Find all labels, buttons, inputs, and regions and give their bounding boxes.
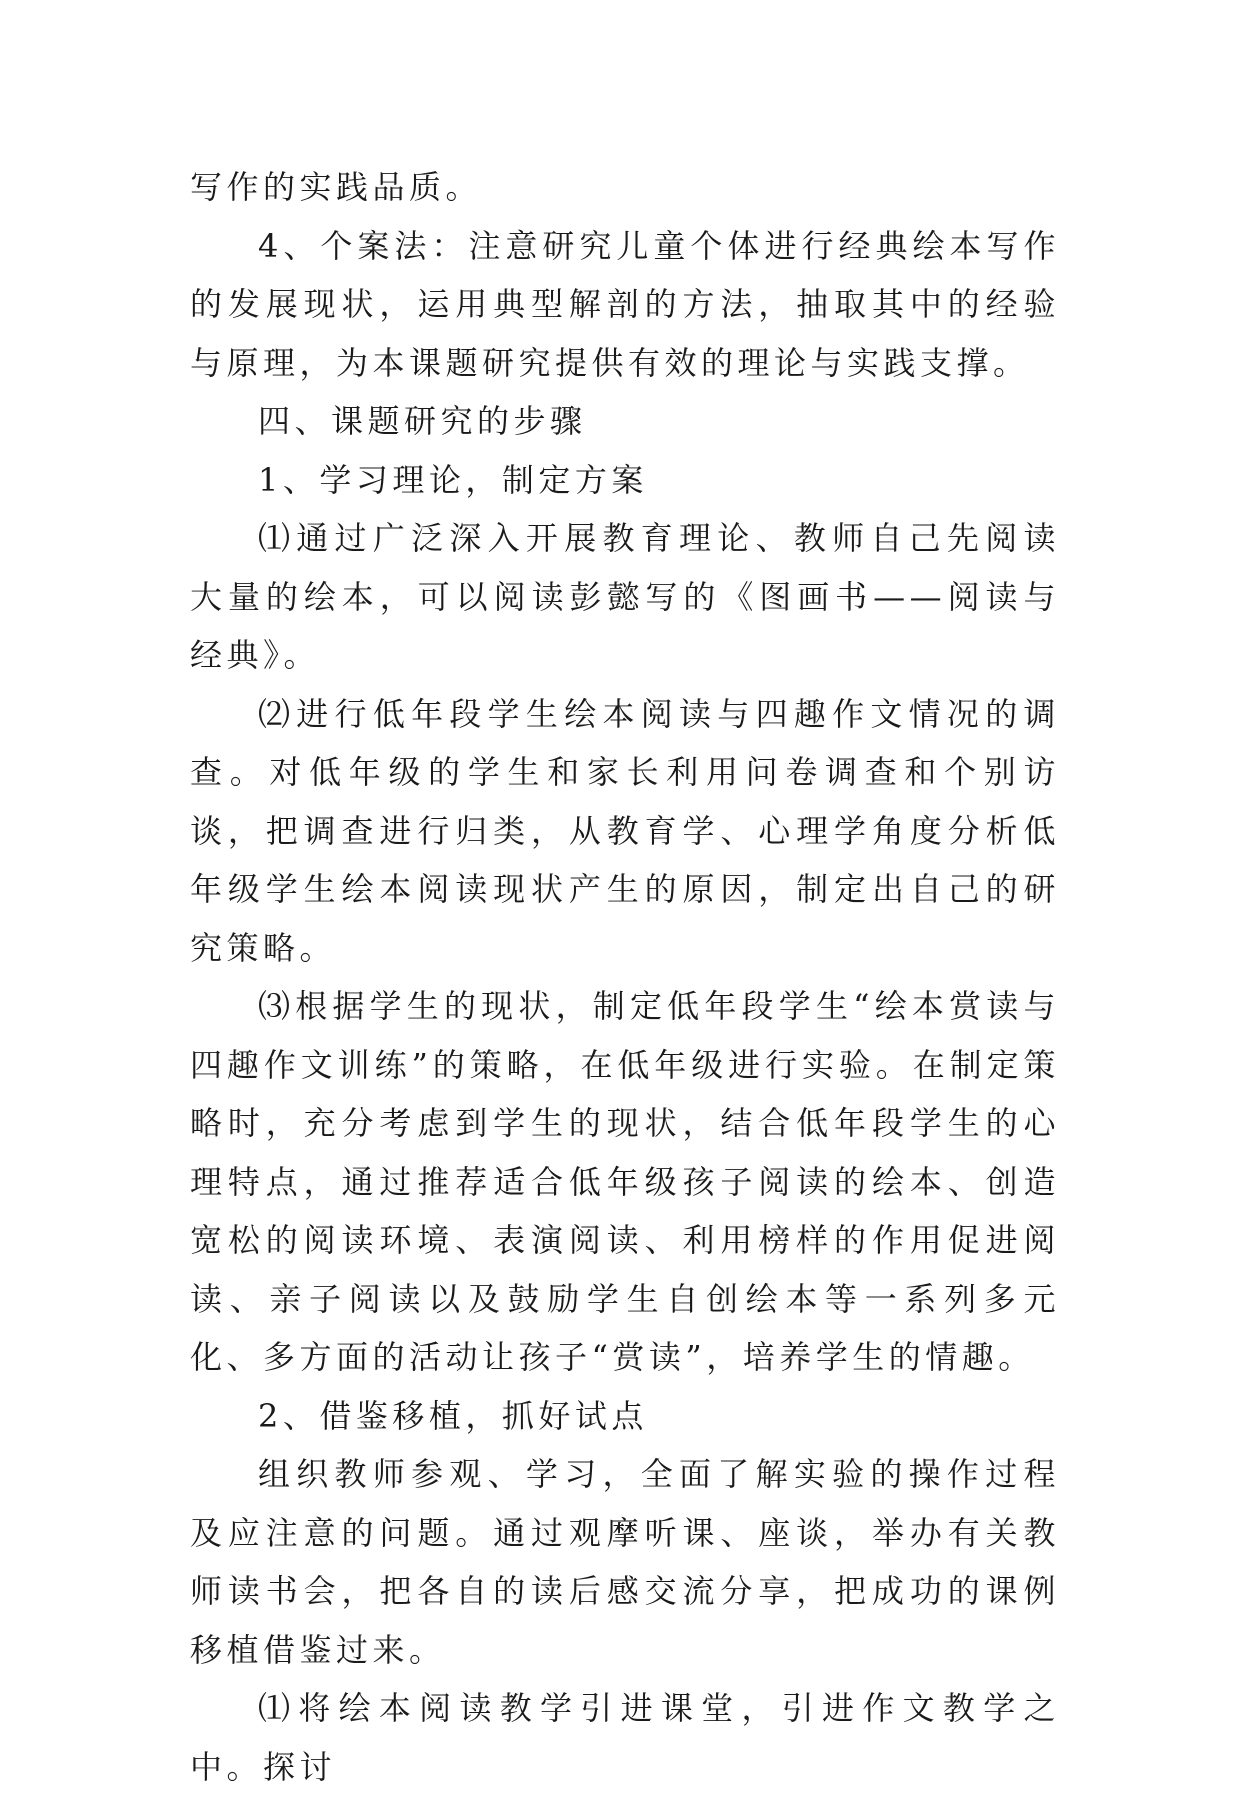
- paragraph: 组织教师参观、学习，全面了解实验的操作过程及应注意的问题。通过观摩听课、座谈，举办有关教师读书会，把各自的读后感交流分享，把成功的课例移植借鉴过来。: [190, 1455, 1060, 1669]
- subsection-heading: 1、学习理论，制定方案: [258, 460, 648, 499]
- paragraph: ⑵进行低年段学生绘本阅读与四趣作文情况的调查。对低年级的学生和家长利用问卷调查和个别访谈，把调查进行归类，从教育学、心理学角度分析低年级学生绘本阅读现状产生的原因，制定出自己的研究策略。: [190, 694, 1060, 967]
- body-text: [190, 158, 1060, 1796]
- paragraph: ⑴通过广泛深入开展教育理论、教师自己先阅读大量的绘本，可以阅读彭懿写的《图画书——阅读与经典》。: [190, 519, 1060, 674]
- paragraph: 写作的实践品质。: [190, 168, 483, 206]
- paragraph: ⑶根据学生的现状，制定低年段学生“绘本赏读与四趣作文训练”的策略，在低年级进行实验。在制定策略时，充分考虑到学生的现状，结合低年段学生的心理特点，通过推荐适合低年级孩子阅读的绘本、创造宽松的阅读环境、表演阅读、利用榜样的作用促进阅读、亲子阅读以及鼓励学生自创绘本等一系列多元化、多方面的活动让孩子“赏读”，培养学生的情趣。: [190, 987, 1060, 1376]
- subsection-heading: 2、借鉴移植，抓好试点: [258, 1396, 648, 1435]
- paragraph: ⑴将绘本阅读教学引进课堂，引进作文教学之中。探讨: [190, 1689, 1060, 1786]
- paragraph: 4、个案法：注意研究儿童个体进行经典绘本写作的发展现状，运用典型解剖的方法，抽取其中的经验与原理，为本课题研究提供有效的理论与实践支撑。: [190, 226, 1060, 382]
- section-heading: 四、课题研究的步骤: [258, 402, 587, 440]
